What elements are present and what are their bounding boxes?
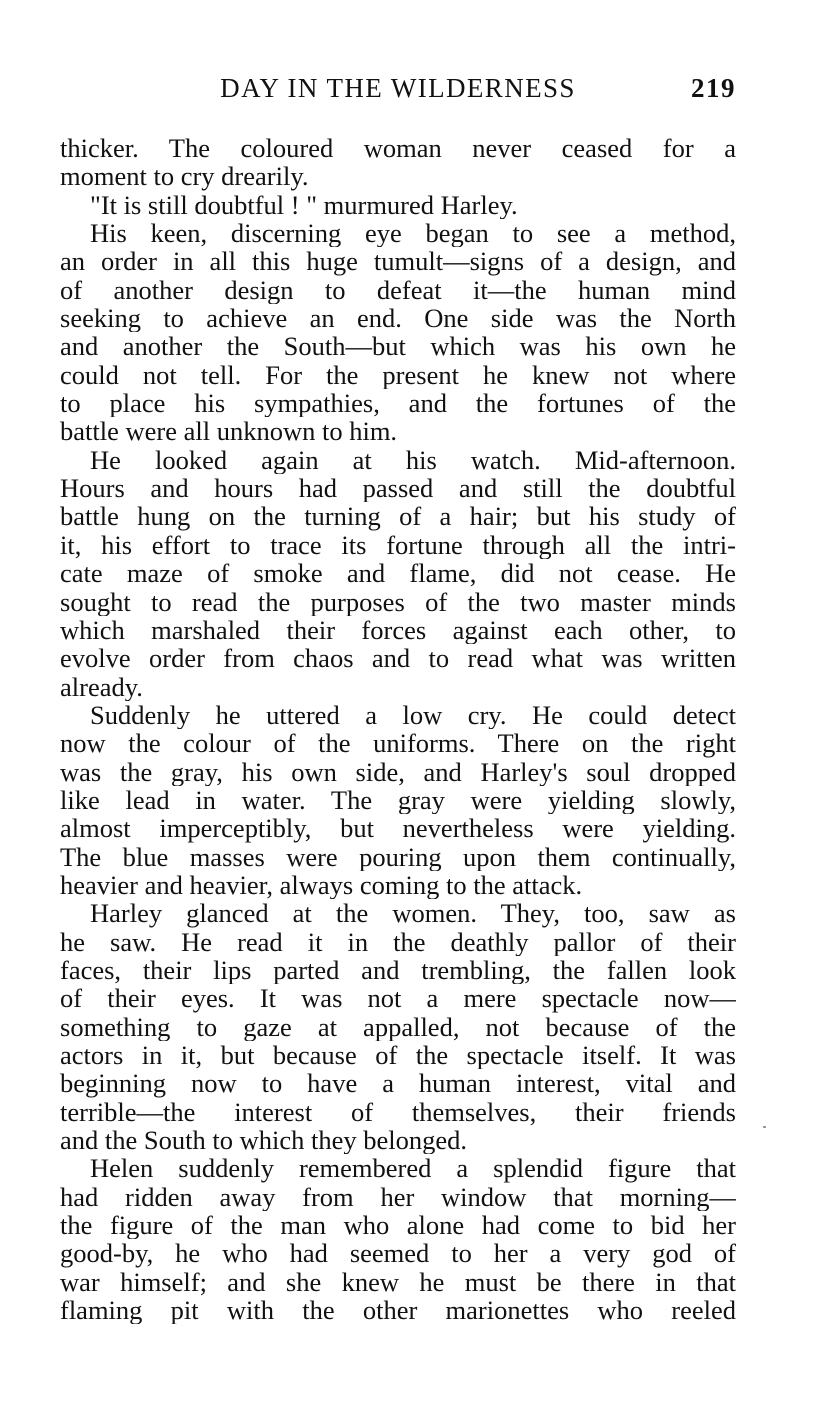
text-line: could not tell. For the present he knew not where [60, 360, 736, 390]
text-line: of their eyes. It was not a mere spectacle now— [60, 984, 736, 1013]
text-line: Suddenly he uttered a low cry. He could detect [90, 700, 736, 730]
text-line: seeking to achieve an end. One side was the North [60, 304, 736, 333]
text-line: He looked again at his watch. Mid-afternoon. [90, 445, 736, 475]
text-line: battle were all unknown to him. [60, 417, 398, 446]
text-line: Harley glanced at the women. They, too, saw as [90, 899, 736, 928]
text-line: terrible—the interest of themselves, their friends [60, 1097, 736, 1127]
text-line: heavier and heavier, always coming to the attack. [60, 870, 583, 900]
text-line: sought to read the purposes of the two master minds [60, 587, 736, 616]
text-line: war himself; and she knew he must be there in that [60, 1267, 736, 1297]
text-line: was the gray, his own side, and Harley's soul dropped [60, 757, 736, 786]
text-line: Helen suddenly remembered a splendid figure that [90, 1154, 736, 1183]
text-line: an order in all this huge tumult—signs of a design, and [60, 247, 736, 276]
text-line: Hours and hours had passed and still the doubtful [60, 474, 736, 503]
text-line: like lead in water. The gray were yielding slowly, [60, 785, 736, 815]
text-line: "It is still doubtful ! " murmured Harley. [90, 190, 518, 220]
text-line: it, his effort to trace its fortune through all the intri- [60, 530, 736, 560]
chapter-title: DAY IN THE WILDERNESS [220, 73, 576, 103]
text-line: already. [60, 672, 143, 701]
text-line: beginning now to have a human interest, vital and [60, 1069, 736, 1098]
text-line: thicker. The coloured woman never ceased for a [60, 134, 736, 163]
text-line: which marshaled their forces against each other, to [60, 615, 736, 645]
text-line: he saw. He read it in the deathly pallor of their [60, 927, 736, 956]
text-line: to place his sympathies, and the fortunes of the [60, 389, 736, 418]
text-line: cate maze of smoke and flame, did not cease. He [60, 559, 736, 588]
text-line: faces, their lips parted and trembling, the fallen look [60, 955, 736, 985]
text-line: of another design to defeat it—the human mind [60, 275, 736, 305]
text-line: had ridden away from her window that morning— [60, 1182, 736, 1212]
text-line: almost imperceptibly, but nevertheless were yielding. [60, 814, 736, 843]
text-line: now the colour of the uniforms. There on the right [60, 729, 736, 758]
text-line: The blue masses were pouring upon them continually, [60, 842, 736, 871]
text-line: battle hung on the turning of a hair; but his study of [60, 502, 736, 531]
text-line: moment to cry drearily. [60, 162, 309, 191]
text-line: actors in it, but because of the spectacle itself. It was [60, 1041, 736, 1070]
text-line: and another the South—but which was his own he [60, 332, 736, 361]
text-line: good-by, he who had seemed to her a very god of [60, 1239, 736, 1268]
page-number: 219 [691, 73, 736, 103]
text-line: His keen, discerning eye began to see a method, [90, 219, 736, 248]
text-line: something to gaze at appalled, not because of the [60, 1012, 736, 1041]
text-line: the figure of the man who alone had come to bid her [60, 1211, 736, 1240]
print-speck [763, 1126, 766, 1128]
body-text [60, 134, 736, 1324]
text-line: flaming pit with the other marionettes who reeled [60, 1296, 736, 1325]
text-line: evolve order from chaos and to read what was written [60, 644, 736, 673]
running-header [60, 70, 736, 106]
text-line: and the South to which they belonged. [60, 1126, 467, 1155]
